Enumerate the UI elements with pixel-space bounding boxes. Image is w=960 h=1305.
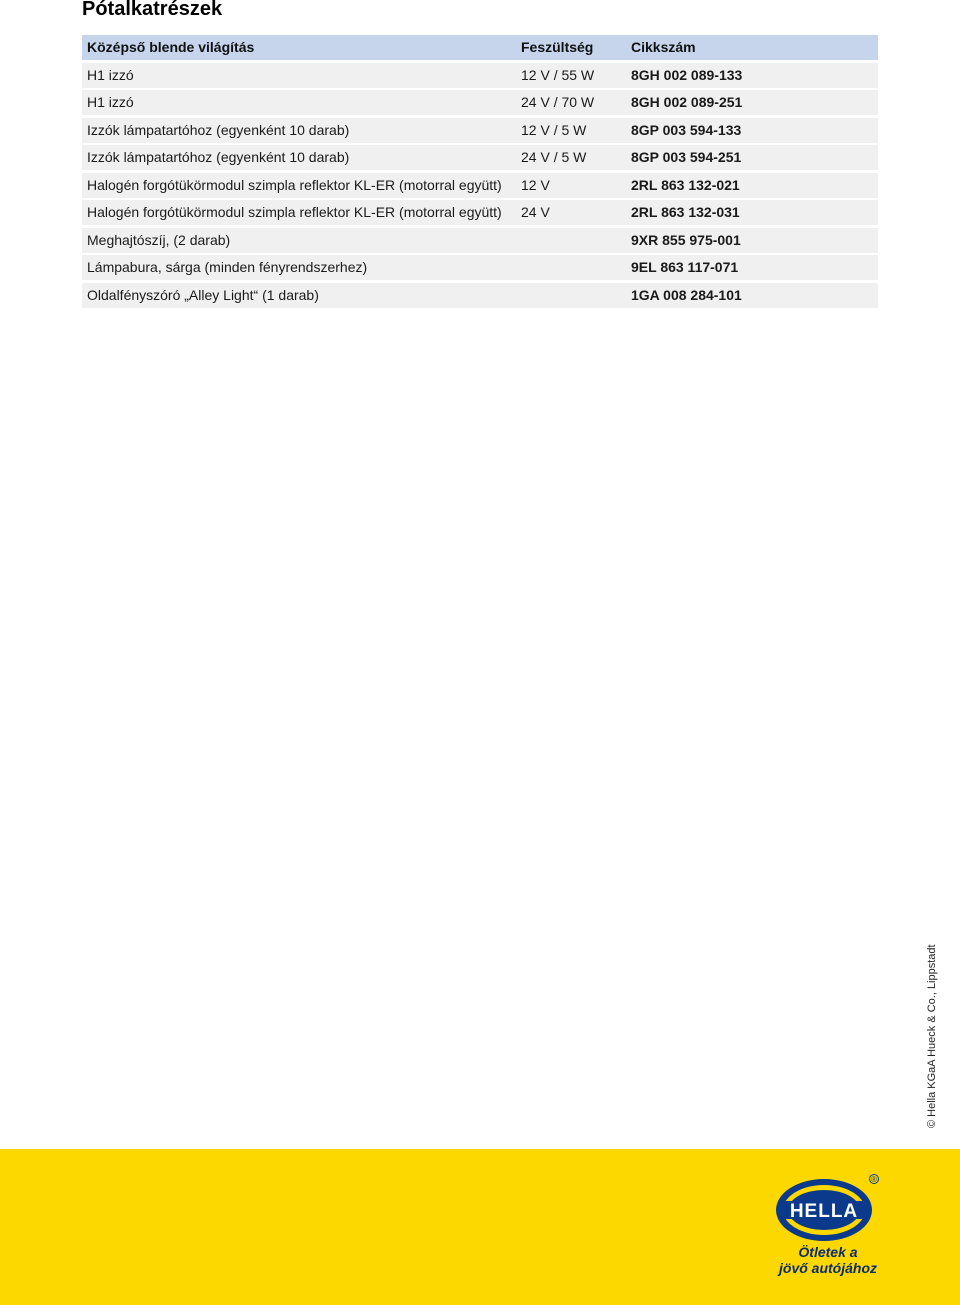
row-name: Izzók lámpatartóhoz (egyenként 10 darab) xyxy=(87,121,350,138)
table-row xyxy=(82,63,878,88)
table-row xyxy=(82,255,878,280)
table-header-row xyxy=(82,35,878,60)
parts-table xyxy=(82,35,878,310)
row-name: Oldalfényszóró „Alley Light“ (1 darab) xyxy=(87,286,319,303)
row-voltage: 12 V / 5 W xyxy=(521,121,587,138)
registered-mark: ® xyxy=(871,1175,877,1184)
row-part-number: 8GH 002 089-251 xyxy=(631,94,743,110)
slogan xyxy=(776,1244,880,1276)
slogan-line-1: Ötletek a xyxy=(798,1244,858,1260)
row-name: Halogén forgótükörmodul szimpla reflektor KL-ER (motorral együtt) xyxy=(87,204,502,220)
table-row xyxy=(82,90,878,115)
table-row xyxy=(82,200,878,225)
row-voltage: 12 V xyxy=(521,176,550,193)
row-part-number: 9XR 855 975-001 xyxy=(631,231,741,248)
row-part-number: 8GP 003 594-133 xyxy=(631,121,742,138)
table-row xyxy=(82,283,878,308)
row-part-number: 9EL 863 117-071 xyxy=(631,259,739,275)
row-name: Halogén forgótükörmodul szimpla reflektor KL-ER (motorral együtt) xyxy=(87,176,502,193)
row-voltage: 24 V xyxy=(521,204,550,220)
row-part-number: 2RL 863 132-021 xyxy=(631,176,740,193)
header-name: Középső blende világítás xyxy=(87,39,255,55)
row-part-number: 1GA 008 284-101 xyxy=(631,286,742,303)
table-row xyxy=(82,145,878,170)
row-part-number: 8GH 002 089-133 xyxy=(631,66,743,83)
row-voltage: 24 V / 70 W xyxy=(521,94,595,110)
row-part-number: 2RL 863 132-031 xyxy=(631,204,740,220)
table-row xyxy=(82,173,878,198)
header-part-number: Cikkszám xyxy=(631,39,696,55)
row-name: H1 izzó xyxy=(87,66,134,83)
row-voltage: 12 V / 55 W xyxy=(521,66,595,83)
row-name: Lámpabura, sárga (minden fényrendszerhez) xyxy=(87,259,368,275)
table-row xyxy=(82,228,878,253)
hella-logo xyxy=(772,1172,880,1244)
row-name: Meghajtószíj, (2 darab) xyxy=(87,231,231,248)
slogan-line-2: jövő autójához xyxy=(779,1260,877,1276)
logo-wordmark: HELLA xyxy=(789,1201,859,1222)
table-row xyxy=(82,118,878,143)
row-part-number: 8GP 003 594-251 xyxy=(631,149,742,165)
row-name: H1 izzó xyxy=(87,94,134,110)
row-voltage: 24 V / 5 W xyxy=(521,149,587,165)
row-name: Izzók lámpatartóhoz (egyenként 10 darab) xyxy=(87,149,350,165)
header-voltage: Feszültség xyxy=(521,39,594,55)
copyright-notice: © Hella KGaA Hueck & Co., Lippstadt xyxy=(926,944,938,1128)
page-title: Pótalkatrészek xyxy=(82,0,223,20)
